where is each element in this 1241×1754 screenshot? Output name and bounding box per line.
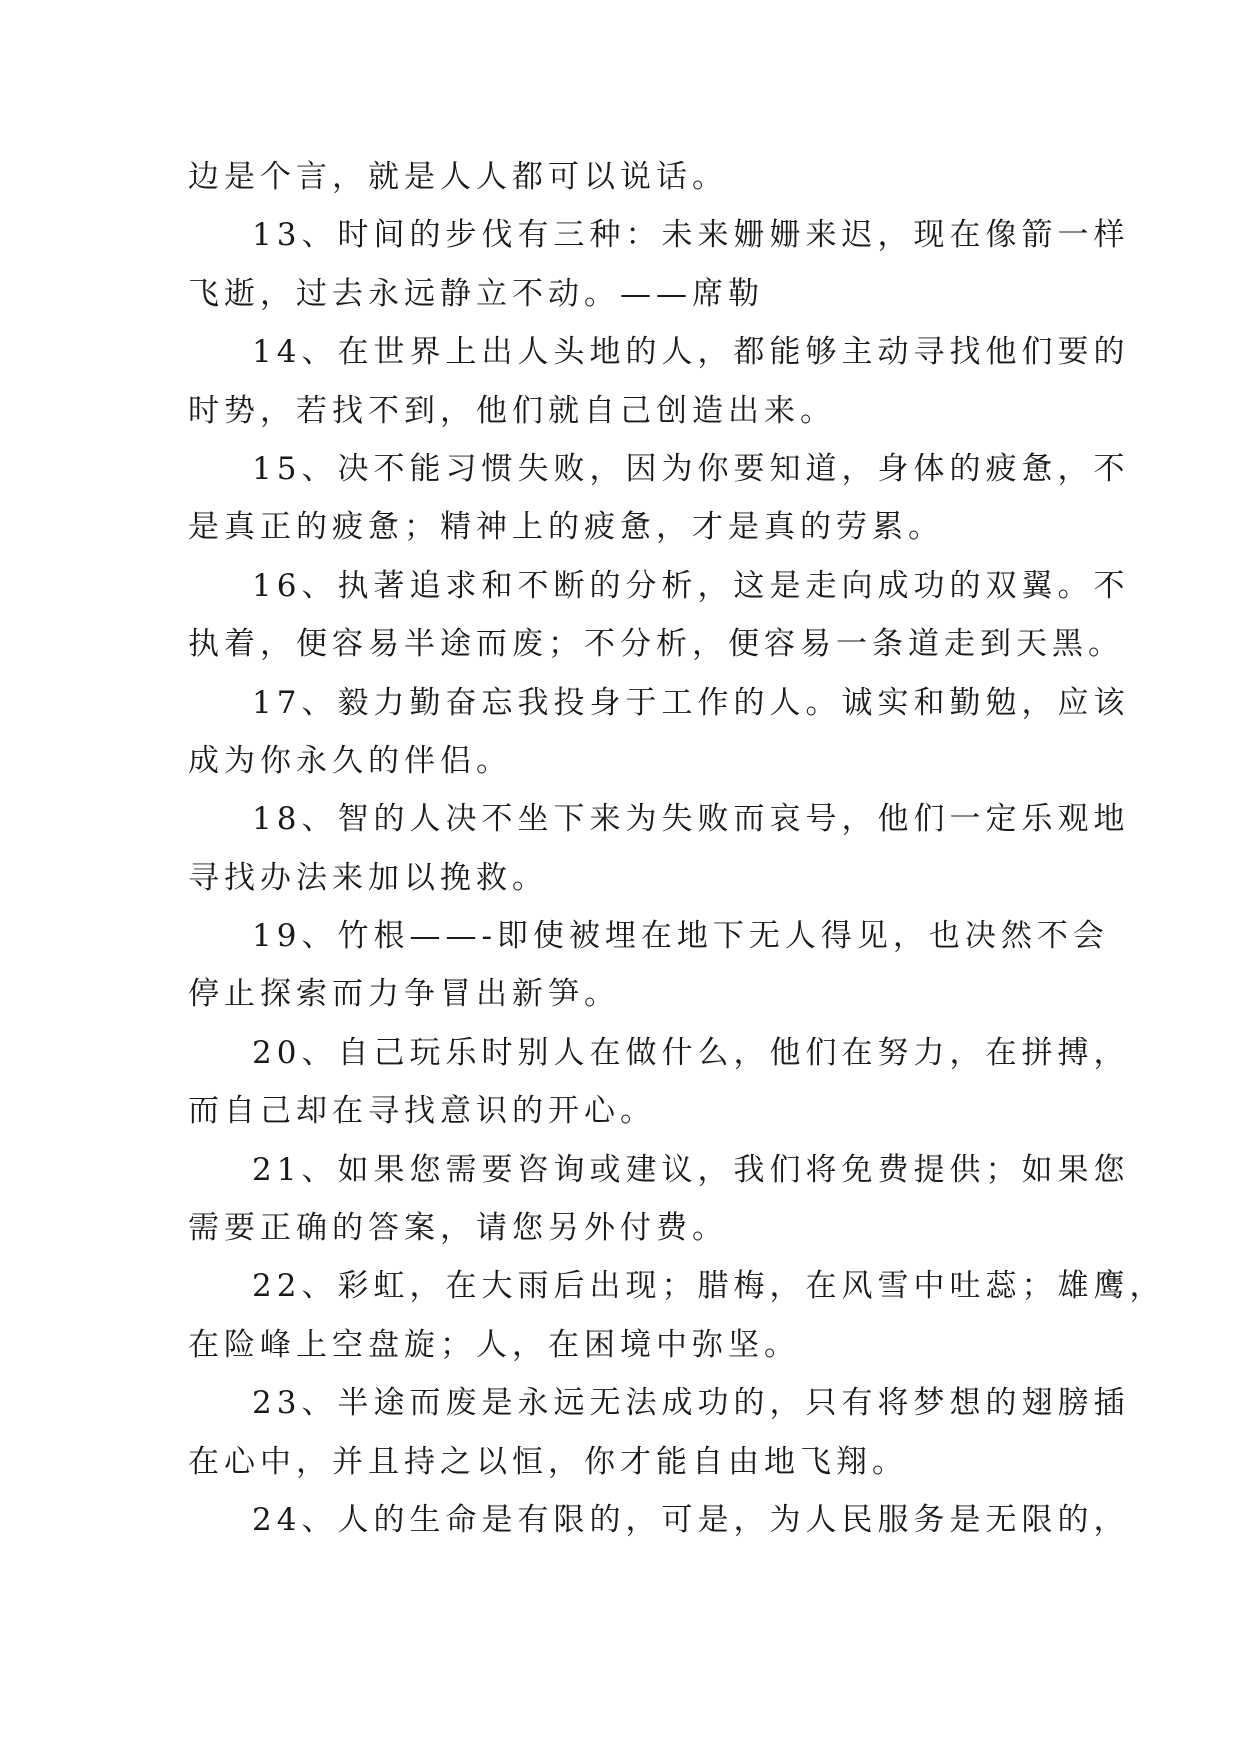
text-line: 成为你永久的伴侣。	[188, 742, 512, 779]
text-line: 19、竹根——-即使被埋在地下无人得见，也决然不会	[252, 918, 1109, 955]
text-line: 在心中，并且持之以恒，你才能自由地飞翔。	[188, 1443, 908, 1480]
text-line: 边是个言，就是人人都可以说话。	[188, 159, 728, 195]
text-line: 24、人的生命是有限的，可是，为人民服务是无限的，	[252, 1501, 1130, 1538]
text-line: 22、彩虹，在大雨后出现；腊梅，在风雪中吐蕊；雄鹰，	[252, 1268, 1166, 1305]
text-line: 是真正的疲惫；精神上的疲惫，才是真的劳累。	[188, 509, 944, 546]
text-line: 15、决不能习惯失败，因为你要知道，身体的疲惫，不	[252, 450, 1130, 487]
text-line: 16、执著追求和不断的分析，这是走向成功的双翼。不	[252, 567, 1130, 604]
text-line: 13、时间的步伐有三种：未来姗姗来迟，现在像箭一样	[252, 217, 1130, 254]
text-line: 执着，便容易半途而废；不分析，便容易一条道走到天黑。	[188, 626, 1124, 663]
text-line: 23、半途而废是永远无法成功的，只有将梦想的翅膀插	[252, 1385, 1130, 1422]
text-line: 17、毅力勤奋忘我投身于工作的人。诚实和勤勉，应该	[252, 684, 1130, 721]
text-line: 18、智的人决不坐下来为失败而哀号，他们一定乐观地	[252, 801, 1130, 838]
text-line: 而自己却在寻找意识的开心。	[188, 1093, 656, 1130]
text-line: 需要正确的答案，请您另外付费。	[188, 1210, 728, 1247]
text-line: 时势，若找不到，他们就自己创造出来。	[188, 392, 836, 429]
text-line: 20、自己玩乐时别人在做什么，他们在努力，在拼搏，	[252, 1034, 1130, 1071]
text-line: 飞逝，过去永远静立不动。——席勒	[188, 275, 764, 312]
text-line: 14、在世界上出人头地的人，都能够主动寻找他们要的	[252, 334, 1130, 371]
body-text	[188, 148, 1166, 1549]
text-line: 停止探索而力争冒出新笋。	[188, 976, 620, 1013]
text-line: 21、如果您需要咨询或建议，我们将免费提供；如果您	[252, 1151, 1130, 1188]
text-line: 在险峰上空盘旋；人，在困境中弥坚。	[188, 1326, 800, 1363]
text-line: 寻找办法来加以挽救。	[188, 859, 548, 896]
